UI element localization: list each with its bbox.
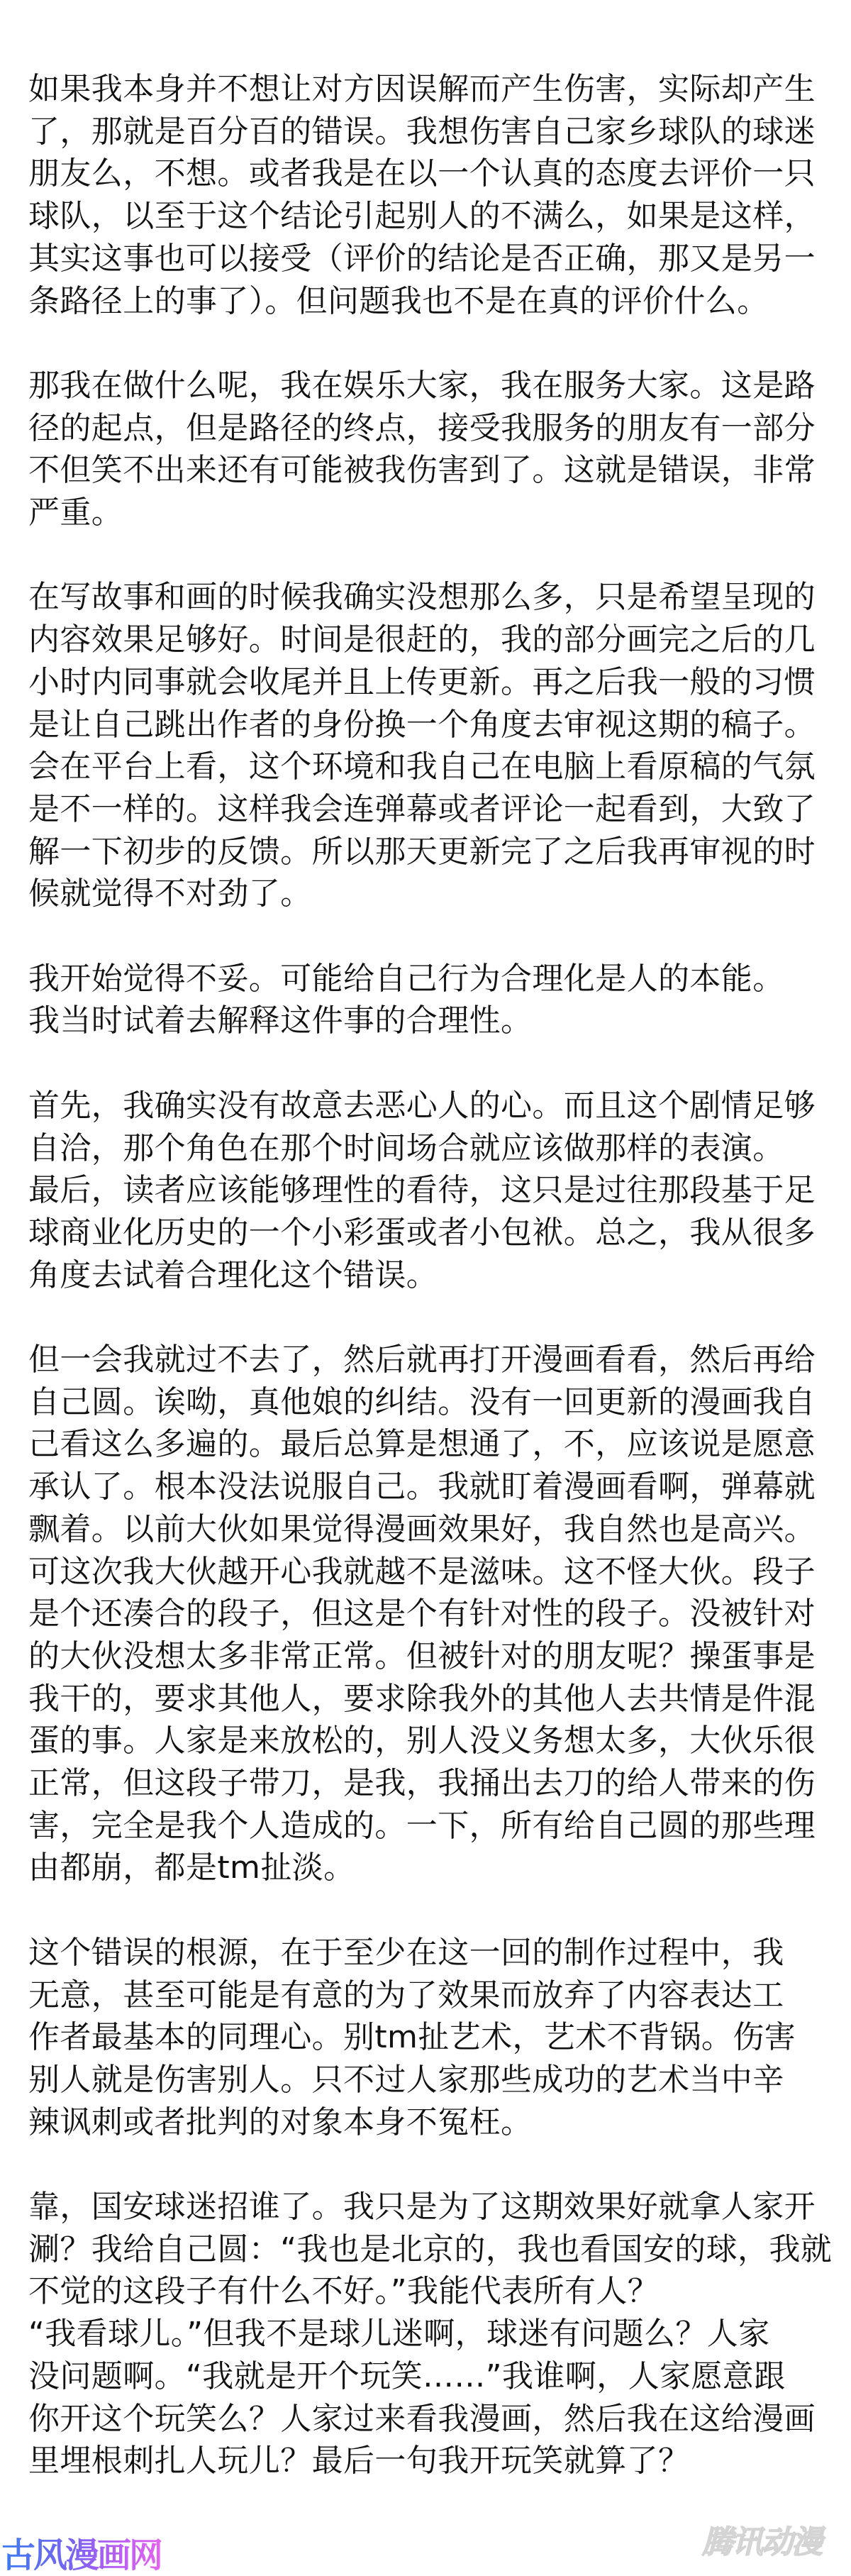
text-line: 害，完全是我个人造成的。一下，所有给自己圆的那些理 bbox=[28, 1807, 816, 1844]
text-line: 但一会我就过不去了，然后就再打开漫画看看，然后再给 bbox=[28, 1342, 816, 1378]
text-line: 辣讽刺或者批判的对象本身不冤枉。 bbox=[28, 2104, 533, 2140]
text-line: 没问题啊。“我就是开个玩笑……”我谁啊，人家愿意跟 bbox=[28, 2357, 786, 2394]
text-line: 小时内同事就会收尾并且上传更新。再之后我一般的习惯 bbox=[28, 663, 816, 700]
text-line: 严重。 bbox=[28, 494, 123, 531]
text-line: 首先，我确实没有故意去恶心人的心。而且这个剧情足够 bbox=[28, 1087, 816, 1124]
text-line: “我看球儿。”但我不是球儿迷啊，球迷有问题么？人家 bbox=[28, 2316, 770, 2353]
text-line: 承认了。根本没法说服自己。我就盯着漫画看啊，弹幕就 bbox=[28, 1469, 816, 1505]
text-line: 在写故事和画的时候我确实没想那么多，只是希望呈现的 bbox=[28, 579, 816, 616]
paragraph-5 bbox=[28, 1085, 837, 1297]
text-line: 那我在做什么呢，我在娱乐大家，我在服务大家。这是路 bbox=[28, 367, 816, 404]
text-line: 蛋的事。人家是来放松的，别人没义务想太多，大伙乐很 bbox=[28, 1723, 816, 1759]
text-line: 不觉的这段子有什么不好。”我能代表所有人？ bbox=[28, 2273, 660, 2310]
paragraph-2 bbox=[28, 365, 837, 534]
paragraph-1 bbox=[28, 68, 837, 322]
text-line: 会在平台上看，这个环境和我自己在电脑上看原稿的气氛 bbox=[28, 748, 816, 785]
text-line: 了，那就是百分百的错误。我想伤害自己家乡球队的球迷 bbox=[28, 113, 816, 150]
text-line: 自己圆。诶呦，真他娘的纠结。没有一回更新的漫画我自 bbox=[28, 1383, 816, 1420]
text-line: 径的起点，但是路径的终点，接受我服务的朋友有一部分 bbox=[28, 409, 816, 446]
text-line: 正常，但这段子带刀，是我，我捅出去刀的给人带来的伤 bbox=[28, 1765, 816, 1802]
text-line: 不但笑不出来还有可能被我伤害到了。这就是错误，非常 bbox=[28, 452, 816, 489]
text-line: 其实这事也可以接受（评价的结论是否正确，那又是另一 bbox=[28, 240, 816, 277]
text-line: 别人就是伤害别人。只不过人家那些成功的艺术当中辛 bbox=[28, 2061, 784, 2098]
text-line: 你开这个玩笑么？人家过来看我漫画，然后我在这给漫画 bbox=[28, 2400, 816, 2437]
text-line: 最后，读者应该能够理性的看待，这只是过往那段基于足 bbox=[28, 1172, 816, 1209]
text-line: 里埋根刺扎人玩儿？最后一句我开玩笑就算了？ bbox=[28, 2443, 690, 2480]
text-line: 我开始觉得不妥。可能给自己行为合理化是人的本能。 bbox=[28, 960, 784, 997]
text-line: 靠，国安球迷招谁了。我只是为了这期效果好就拿人家开 bbox=[28, 2189, 816, 2226]
text-line: 这个错误的根源，在于至少在这一回的制作过程中，我 bbox=[28, 1934, 784, 1971]
paragraph-7 bbox=[28, 1932, 837, 2144]
publisher-watermark-logo: 腾讯动漫 bbox=[702, 2524, 821, 2560]
text-line: 球商业化历史的一个小彩蛋或者小包袱。总之，我从很多 bbox=[28, 1214, 816, 1251]
text-line: 飘着。以前大伙如果觉得漫画效果好，我自然也是高兴。 bbox=[28, 1510, 816, 1547]
text-line: 我干的，要求其他人，要求除我外的其他人去共情是件混 bbox=[28, 1680, 816, 1717]
text-line: 朋友么，不想。或者我是在以一个认真的态度去评价一只 bbox=[28, 155, 816, 192]
text-line: 是不一样的。这样我会连弹幕或者评论一起看到，大致了 bbox=[28, 790, 816, 827]
text-line: 球队，以至于这个结论引起别人的不满么，如果是这样， bbox=[28, 198, 816, 235]
text-line: 无意，甚至可能是有意的为了效果而放弃了内容表达工 bbox=[28, 1977, 784, 2013]
paragraph-4 bbox=[28, 958, 837, 1042]
text-line: 候就觉得不对劲了。 bbox=[28, 875, 312, 912]
text-line: 解一下初步的反馈。所以那天更新完了之后我再审视的时 bbox=[28, 833, 816, 870]
text-line: 内容效果足够好。时间是很赶的，我的部分画完之后的几 bbox=[28, 621, 816, 658]
article-body bbox=[28, 68, 837, 2525]
text-line: 涮？我给自己圆：“我也是北京的，我也看国安的球，我就 bbox=[28, 2230, 833, 2267]
paragraph-3 bbox=[28, 576, 837, 915]
text-line: 是让自己跳出作者的身份换一个角度去审视这期的稿子。 bbox=[28, 706, 816, 743]
text-line: 条路径上的事了）。但问题我也不是在真的评价什么。 bbox=[28, 282, 769, 319]
site-watermark-logo: 古风漫画网 bbox=[1, 2536, 162, 2575]
text-line: 作者最基本的同理心。别tm扯艺术，艺术不背锅。伤害 bbox=[28, 2019, 796, 2056]
text-line: 我当时试着去解释这件事的合理性。 bbox=[28, 1002, 533, 1039]
text-line: 由都崩，都是tm扯淡。 bbox=[28, 1850, 355, 1886]
text-line: 角度去试着合理化这个错误。 bbox=[28, 1256, 438, 1293]
text-line: 己看这么多遍的。最后总算是想通了，不，应该说是愿意 bbox=[28, 1426, 816, 1463]
paragraph-8 bbox=[28, 2186, 837, 2482]
text-line: 如果我本身并不想让对方因误解而产生伤害，实际却产生 bbox=[28, 71, 816, 107]
text-line: 可这次我大伙越开心我就越不是滋味。这不怪大伙。段子 bbox=[28, 1553, 816, 1590]
text-line: 是个还凑合的段子，但这是个有针对性的段子。没被针对 bbox=[28, 1596, 816, 1632]
text-line: 的大伙没想太多非常正常。但被针对的朋友呢？操蛋事是 bbox=[28, 1637, 816, 1674]
text-line: 自洽，那个角色在那个时间场合就应该做那样的表演。 bbox=[28, 1129, 784, 1166]
paragraph-6 bbox=[28, 1339, 837, 1889]
